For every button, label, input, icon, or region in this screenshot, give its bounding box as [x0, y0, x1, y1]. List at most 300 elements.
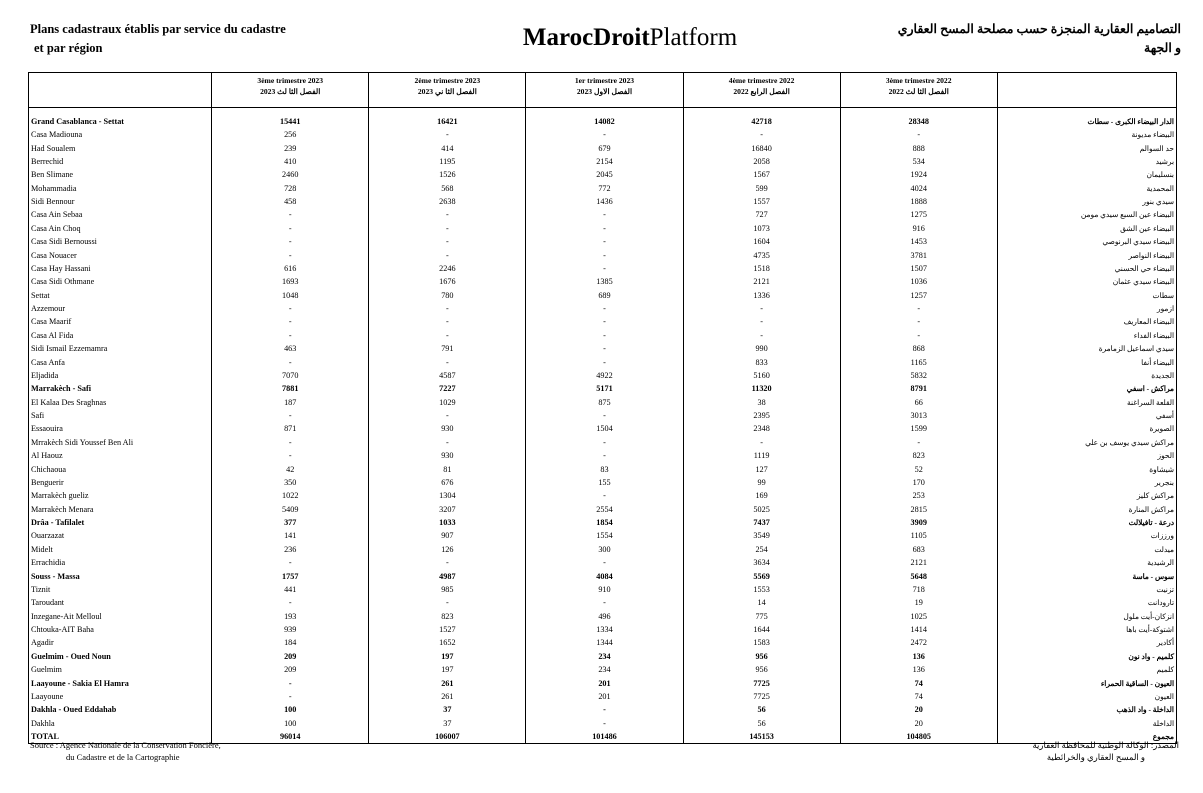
table-row [29, 556, 1177, 569]
cell-value: - [526, 208, 683, 221]
cell-value: 1036 [840, 275, 997, 288]
title-fr-line1: Plans cadastraux établis par service du cadastre [30, 22, 286, 36]
cell-value: - [369, 222, 526, 235]
title-arabic [881, 20, 1181, 58]
cell-value: 5160 [683, 369, 840, 382]
row-label-ar: سطات [997, 289, 1176, 302]
cell-value: - [212, 449, 369, 462]
row-label-ar: انزكان-أيت ملول [997, 610, 1176, 623]
row-label-fr: Casa Ain Sebaa [29, 208, 212, 221]
table-row [29, 543, 1177, 556]
region-row [29, 516, 1177, 529]
table-row [29, 248, 1177, 261]
row-label-ar: بنسليمان [997, 168, 1176, 181]
row-label-fr: Sidi Ismail Ezzemamra [29, 342, 212, 355]
cell-value: 772 [526, 182, 683, 195]
row-label-fr: Taroudant [29, 596, 212, 609]
cell-value: - [369, 436, 526, 449]
cell-value: - [212, 409, 369, 422]
cell-value: 4024 [840, 182, 997, 195]
cell-value: 1033 [369, 516, 526, 529]
header-fr-label: 3ème trimestre 2023 [257, 76, 324, 85]
row-label-fr: Midelt [29, 543, 212, 556]
row-label-fr: Errachidia [29, 556, 212, 569]
cell-value: 1344 [526, 636, 683, 649]
cell-value: 441 [212, 583, 369, 596]
cell-value: 234 [526, 663, 683, 676]
row-label-ar: مراكش المنارة [997, 503, 1176, 516]
row-label-fr: Laayoune - Sakia El Hamra [29, 676, 212, 689]
cell-value: 4084 [526, 569, 683, 582]
cell-value: 568 [369, 182, 526, 195]
row-label-fr: Guelmim [29, 663, 212, 676]
row-label-fr: Eljadida [29, 369, 212, 382]
row-label-ar: حد السوالم [997, 141, 1176, 154]
cell-value: 201 [526, 690, 683, 703]
cell-value: 56 [683, 717, 840, 730]
row-label-fr: Sidi Bennour [29, 195, 212, 208]
cell-value: 5171 [526, 382, 683, 395]
cell-value: 261 [369, 690, 526, 703]
cell-value: 718 [840, 583, 997, 596]
cell-value: 99 [683, 476, 840, 489]
row-label-ar: البيضاء مديونة [997, 128, 1176, 141]
cell-value: 20 [840, 703, 997, 716]
cell-value: 2460 [212, 168, 369, 181]
cell-value: - [683, 329, 840, 342]
cell-value: 4587 [369, 369, 526, 382]
cell-value: 5832 [840, 369, 997, 382]
row-label-fr: Guelmim - Oued Noun [29, 650, 212, 663]
source-ar-line1: المصدر: الوكالة الوطنية للمحافظة العقارية [1032, 740, 1179, 750]
cell-value: 66 [840, 396, 997, 409]
cell-value: - [212, 436, 369, 449]
cell-value: - [212, 208, 369, 221]
cell-value: 2154 [526, 155, 683, 168]
cell-value: 187 [212, 396, 369, 409]
cell-value: 38 [683, 396, 840, 409]
cell-value: 1757 [212, 569, 369, 582]
cell-value: 676 [369, 476, 526, 489]
table-row [29, 155, 1177, 168]
row-label-fr: Casa Maarif [29, 315, 212, 328]
cell-value: 1526 [369, 168, 526, 181]
table-row [29, 596, 1177, 609]
cell-value: 14082 [526, 108, 683, 129]
table-row [29, 462, 1177, 475]
header-q3-2023 [212, 73, 369, 108]
region-row [29, 676, 1177, 689]
row-label-fr: Casa Ain Choq [29, 222, 212, 235]
cell-value: 1436 [526, 195, 683, 208]
cell-value: 7437 [683, 516, 840, 529]
row-label-fr: Marrakèch gueliz [29, 489, 212, 502]
header-ar-label: الفصل الاول 2023 [576, 87, 633, 96]
cell-value: 14 [683, 596, 840, 609]
cell-value: 616 [212, 262, 369, 275]
cell-value: 916 [840, 222, 997, 235]
cell-value: 100 [212, 703, 369, 716]
table-row [29, 289, 1177, 302]
cell-value: 11320 [683, 382, 840, 395]
cell-value: - [369, 409, 526, 422]
cell-value: 155 [526, 476, 683, 489]
region-row [29, 108, 1177, 129]
cell-value: 930 [369, 422, 526, 435]
cell-value: 7227 [369, 382, 526, 395]
cell-value: - [526, 717, 683, 730]
cell-value: 197 [369, 650, 526, 663]
cell-value: 875 [526, 396, 683, 409]
cell-value: 1334 [526, 623, 683, 636]
cell-value: 74 [840, 676, 997, 689]
header-ar-label: الفصل الثا لث 2022 [888, 87, 949, 96]
cell-value: - [369, 596, 526, 609]
row-label-fr: Azzemour [29, 302, 212, 315]
cell-value: - [526, 409, 683, 422]
table-row [29, 235, 1177, 248]
table-row [29, 529, 1177, 542]
brand-bold: MarocDroit [522, 24, 650, 51]
cell-value: - [369, 302, 526, 315]
cell-value: 52 [840, 462, 997, 475]
cell-value: 127 [683, 462, 840, 475]
table-header-row [29, 73, 1177, 108]
table-row [29, 436, 1177, 449]
cell-value: 136 [840, 650, 997, 663]
cell-value: 1583 [683, 636, 840, 649]
table-row [29, 262, 1177, 275]
row-label-fr: Marrakèch Menara [29, 503, 212, 516]
cell-value: 1304 [369, 489, 526, 502]
row-label-ar: سيدي بنور [997, 195, 1176, 208]
row-label-ar: ورززات [997, 529, 1176, 542]
cell-value: 16421 [369, 108, 526, 129]
cell-value: 1553 [683, 583, 840, 596]
region-row [29, 382, 1177, 395]
source-fr-line1: Source : Agence Nationale de la Conservation Foncière, [30, 740, 221, 750]
cell-value: 5648 [840, 569, 997, 582]
cell-value: 775 [683, 610, 840, 623]
header-fr-label: 4ème trimestre 2022 [728, 76, 795, 85]
cell-value: 930 [369, 449, 526, 462]
table-row [29, 396, 1177, 409]
cell-value: - [526, 315, 683, 328]
cadastral-plans-table [28, 72, 1177, 744]
row-label-fr: Laayoune [29, 690, 212, 703]
row-label-fr: Dakhla [29, 717, 212, 730]
title-fr-line2: et par région [34, 41, 103, 55]
row-label-fr: Berrechid [29, 155, 212, 168]
cell-value: 8791 [840, 382, 997, 395]
cell-value: 3781 [840, 248, 997, 261]
cell-value: 3207 [369, 503, 526, 516]
row-label-ar: البيضاء أنفا [997, 355, 1176, 368]
row-label-fr: Casa Hay Hassani [29, 262, 212, 275]
row-label-ar: أكادير [997, 636, 1176, 649]
cell-value: - [369, 235, 526, 248]
cell-value: 1336 [683, 289, 840, 302]
cell-value: 5409 [212, 503, 369, 516]
cell-value: 20 [840, 717, 997, 730]
cell-value: 463 [212, 342, 369, 355]
cell-value: 871 [212, 422, 369, 435]
cell-value: - [369, 208, 526, 221]
cell-value: 350 [212, 476, 369, 489]
row-label-ar: اشتوكة-أيت باها [997, 623, 1176, 636]
cell-value: 74 [840, 690, 997, 703]
cell-value: 42718 [683, 108, 840, 129]
table-row [29, 663, 1177, 676]
row-label-fr: Al Haouz [29, 449, 212, 462]
cell-value: - [840, 315, 997, 328]
row-label-ar: مجموع [997, 730, 1176, 744]
table-row [29, 583, 1177, 596]
cell-value: - [526, 449, 683, 462]
row-label-ar: البيضاء الفداء [997, 329, 1176, 342]
cell-value: - [840, 329, 997, 342]
row-label-fr: Casa Sidi Othmane [29, 275, 212, 288]
row-label-fr: Casa Anfa [29, 355, 212, 368]
row-label-ar: الرشيدية [997, 556, 1176, 569]
table-row [29, 717, 1177, 730]
table-row [29, 489, 1177, 502]
row-label-fr: Dakhla - Oued Eddahab [29, 703, 212, 716]
table-row [29, 195, 1177, 208]
cell-value: 683 [840, 543, 997, 556]
cell-value: - [369, 128, 526, 141]
row-label-fr: TOTAL [29, 730, 212, 744]
table-row [29, 476, 1177, 489]
cell-value: - [526, 489, 683, 502]
cell-value: 1048 [212, 289, 369, 302]
cell-value: 96014 [212, 730, 369, 744]
cell-value: - [526, 342, 683, 355]
cell-value: 209 [212, 663, 369, 676]
source-fr-line2: du Cadastre et de la Cartographie [66, 752, 180, 762]
cell-value: 3634 [683, 556, 840, 569]
table-row [29, 636, 1177, 649]
table-row [29, 623, 1177, 636]
table-row [29, 168, 1177, 181]
row-label-ar: مراكش كليز [997, 489, 1176, 502]
row-label-ar: البيضاء سيدي البرنوصي [997, 235, 1176, 248]
cell-value: 1676 [369, 275, 526, 288]
cell-value: 261 [369, 676, 526, 689]
cell-value: 197 [369, 663, 526, 676]
header-fr-label: 2ème trimestre 2023 [414, 76, 481, 85]
row-label-fr: Settat [29, 289, 212, 302]
cell-value: - [840, 436, 997, 449]
cell-value: 136 [840, 663, 997, 676]
cell-value: 4735 [683, 248, 840, 261]
region-row [29, 703, 1177, 716]
row-label-fr: Souss - Massa [29, 569, 212, 582]
cell-value: - [526, 596, 683, 609]
cell-value: 254 [683, 543, 840, 556]
row-label-ar: سيدي اسماعيل الزمامرة [997, 342, 1176, 355]
cell-value: 1165 [840, 355, 997, 368]
row-label-fr: Inzegane-Ait Melloul [29, 610, 212, 623]
row-label-ar: البيضاء حي الحسني [997, 262, 1176, 275]
row-label-ar: كلميم [997, 663, 1176, 676]
row-label-ar: ازمور [997, 302, 1176, 315]
row-label-ar: مراكش - اسفي [997, 382, 1176, 395]
cell-value: 5025 [683, 503, 840, 516]
cell-value: - [212, 302, 369, 315]
cell-value: - [369, 315, 526, 328]
cell-value: 1924 [840, 168, 997, 181]
cell-value: - [212, 235, 369, 248]
cell-value: 888 [840, 141, 997, 154]
cell-value: 104805 [840, 730, 997, 744]
cell-value: 907 [369, 529, 526, 542]
row-label-ar: أسفي [997, 409, 1176, 422]
cell-value: 1504 [526, 422, 683, 435]
row-label-fr: Agadir [29, 636, 212, 649]
cell-value: 256 [212, 128, 369, 141]
row-label-ar: البيضاء المعاريف [997, 315, 1176, 328]
cell-value: 377 [212, 516, 369, 529]
cell-value: - [526, 556, 683, 569]
cell-value: - [526, 703, 683, 716]
cell-value: 169 [683, 489, 840, 502]
header-q2-2023 [369, 73, 526, 108]
row-label-fr: Ouarzazat [29, 529, 212, 542]
source-arabic [939, 739, 1179, 763]
header-ar-label: الفصل الثا ني 2023 [417, 87, 477, 96]
cell-value: 1105 [840, 529, 997, 542]
cell-value: 2554 [526, 503, 683, 516]
cell-value: 1518 [683, 262, 840, 275]
row-label-ar: برشيد [997, 155, 1176, 168]
cell-value: - [369, 556, 526, 569]
cell-value: 2121 [840, 556, 997, 569]
cell-value: 56 [683, 703, 840, 716]
title-ar-line1: التصاميم العقارية المنجزة حسب مصلحة المسح العقاري [897, 22, 1181, 36]
cell-value: - [212, 676, 369, 689]
row-label-fr: El Kalaa Des Sraghnas [29, 396, 212, 409]
row-label-fr: Safi [29, 409, 212, 422]
row-label-ar: القلعة السراغنة [997, 396, 1176, 409]
row-label-ar: مراكش سيدي يوسف بن علي [997, 436, 1176, 449]
header-blank-fr [29, 73, 212, 108]
row-label-fr: Tiznit [29, 583, 212, 596]
cell-value: 1507 [840, 262, 997, 275]
row-label-ar: الجديدة [997, 369, 1176, 382]
cell-value: 2121 [683, 275, 840, 288]
table-row [29, 610, 1177, 623]
cell-value: 126 [369, 543, 526, 556]
row-label-ar: الصويرة [997, 422, 1176, 435]
cell-value: 201 [526, 676, 683, 689]
table-row [29, 409, 1177, 422]
row-label-ar: الحوز [997, 449, 1176, 462]
cell-value: 145153 [683, 730, 840, 744]
cell-value: 1854 [526, 516, 683, 529]
region-row [29, 569, 1177, 582]
cell-value: 868 [840, 342, 997, 355]
row-label-ar: تزنيت [997, 583, 1176, 596]
cell-value: 3909 [840, 516, 997, 529]
cell-value: 1414 [840, 623, 997, 636]
cell-value: - [526, 235, 683, 248]
cell-value: 42 [212, 462, 369, 475]
header-q4-2022 [683, 73, 840, 108]
row-label-ar: العيون [997, 690, 1176, 703]
cell-value: 823 [840, 449, 997, 462]
row-label-ar: سوس - ماسة [997, 569, 1176, 582]
table-row [29, 690, 1177, 703]
cell-value: 1025 [840, 610, 997, 623]
row-label-fr: Casa Madiouna [29, 128, 212, 141]
cell-value: 4922 [526, 369, 683, 382]
cell-value: 1644 [683, 623, 840, 636]
cell-value: 300 [526, 543, 683, 556]
cell-value: 193 [212, 610, 369, 623]
cell-value: - [212, 556, 369, 569]
cell-value: 2472 [840, 636, 997, 649]
table-row [29, 449, 1177, 462]
cell-value: 1022 [212, 489, 369, 502]
cell-value: 3549 [683, 529, 840, 542]
table-row [29, 222, 1177, 235]
cell-value: 81 [369, 462, 526, 475]
cell-value: - [840, 302, 997, 315]
cell-value: 28348 [840, 108, 997, 129]
cell-value: 184 [212, 636, 369, 649]
cell-value: 1554 [526, 529, 683, 542]
table-row [29, 128, 1177, 141]
cell-value: - [683, 436, 840, 449]
cell-value: 83 [526, 462, 683, 475]
cell-value: 100 [212, 717, 369, 730]
table-row [29, 342, 1177, 355]
table-row [29, 503, 1177, 516]
cell-value: - [212, 248, 369, 261]
cell-value: 728 [212, 182, 369, 195]
cell-value: - [526, 248, 683, 261]
table-body [29, 108, 1177, 744]
cell-value: - [683, 315, 840, 328]
cell-value: 939 [212, 623, 369, 636]
cell-value: 2058 [683, 155, 840, 168]
row-label-fr: Essaouira [29, 422, 212, 435]
cell-value: 910 [526, 583, 683, 596]
cell-value: - [683, 128, 840, 141]
cell-value: 1073 [683, 222, 840, 235]
cell-value: 101486 [526, 730, 683, 744]
cell-value: 727 [683, 208, 840, 221]
header-ar-label: الفصل الثا لث 2023 [260, 87, 321, 96]
row-label-ar: البيضاء عين الشق [997, 222, 1176, 235]
table-row [29, 302, 1177, 315]
row-label-fr: Drâa - Tafilalet [29, 516, 212, 529]
cell-value: 15441 [212, 108, 369, 129]
cell-value: 1257 [840, 289, 997, 302]
table-row [29, 182, 1177, 195]
table-row [29, 369, 1177, 382]
title-ar-line2: و الجهة [1144, 41, 1181, 55]
cell-value: 458 [212, 195, 369, 208]
row-label-ar: بنجرير [997, 476, 1176, 489]
row-label-ar: شيشاوة [997, 462, 1176, 475]
cell-value: 7070 [212, 369, 369, 382]
row-label-ar: الداخلة [997, 717, 1176, 730]
cell-value: 19 [840, 596, 997, 609]
row-label-fr: Casa Sidi Bernoussi [29, 235, 212, 248]
row-label-ar: البيضاء سيدي عثمان [997, 275, 1176, 288]
